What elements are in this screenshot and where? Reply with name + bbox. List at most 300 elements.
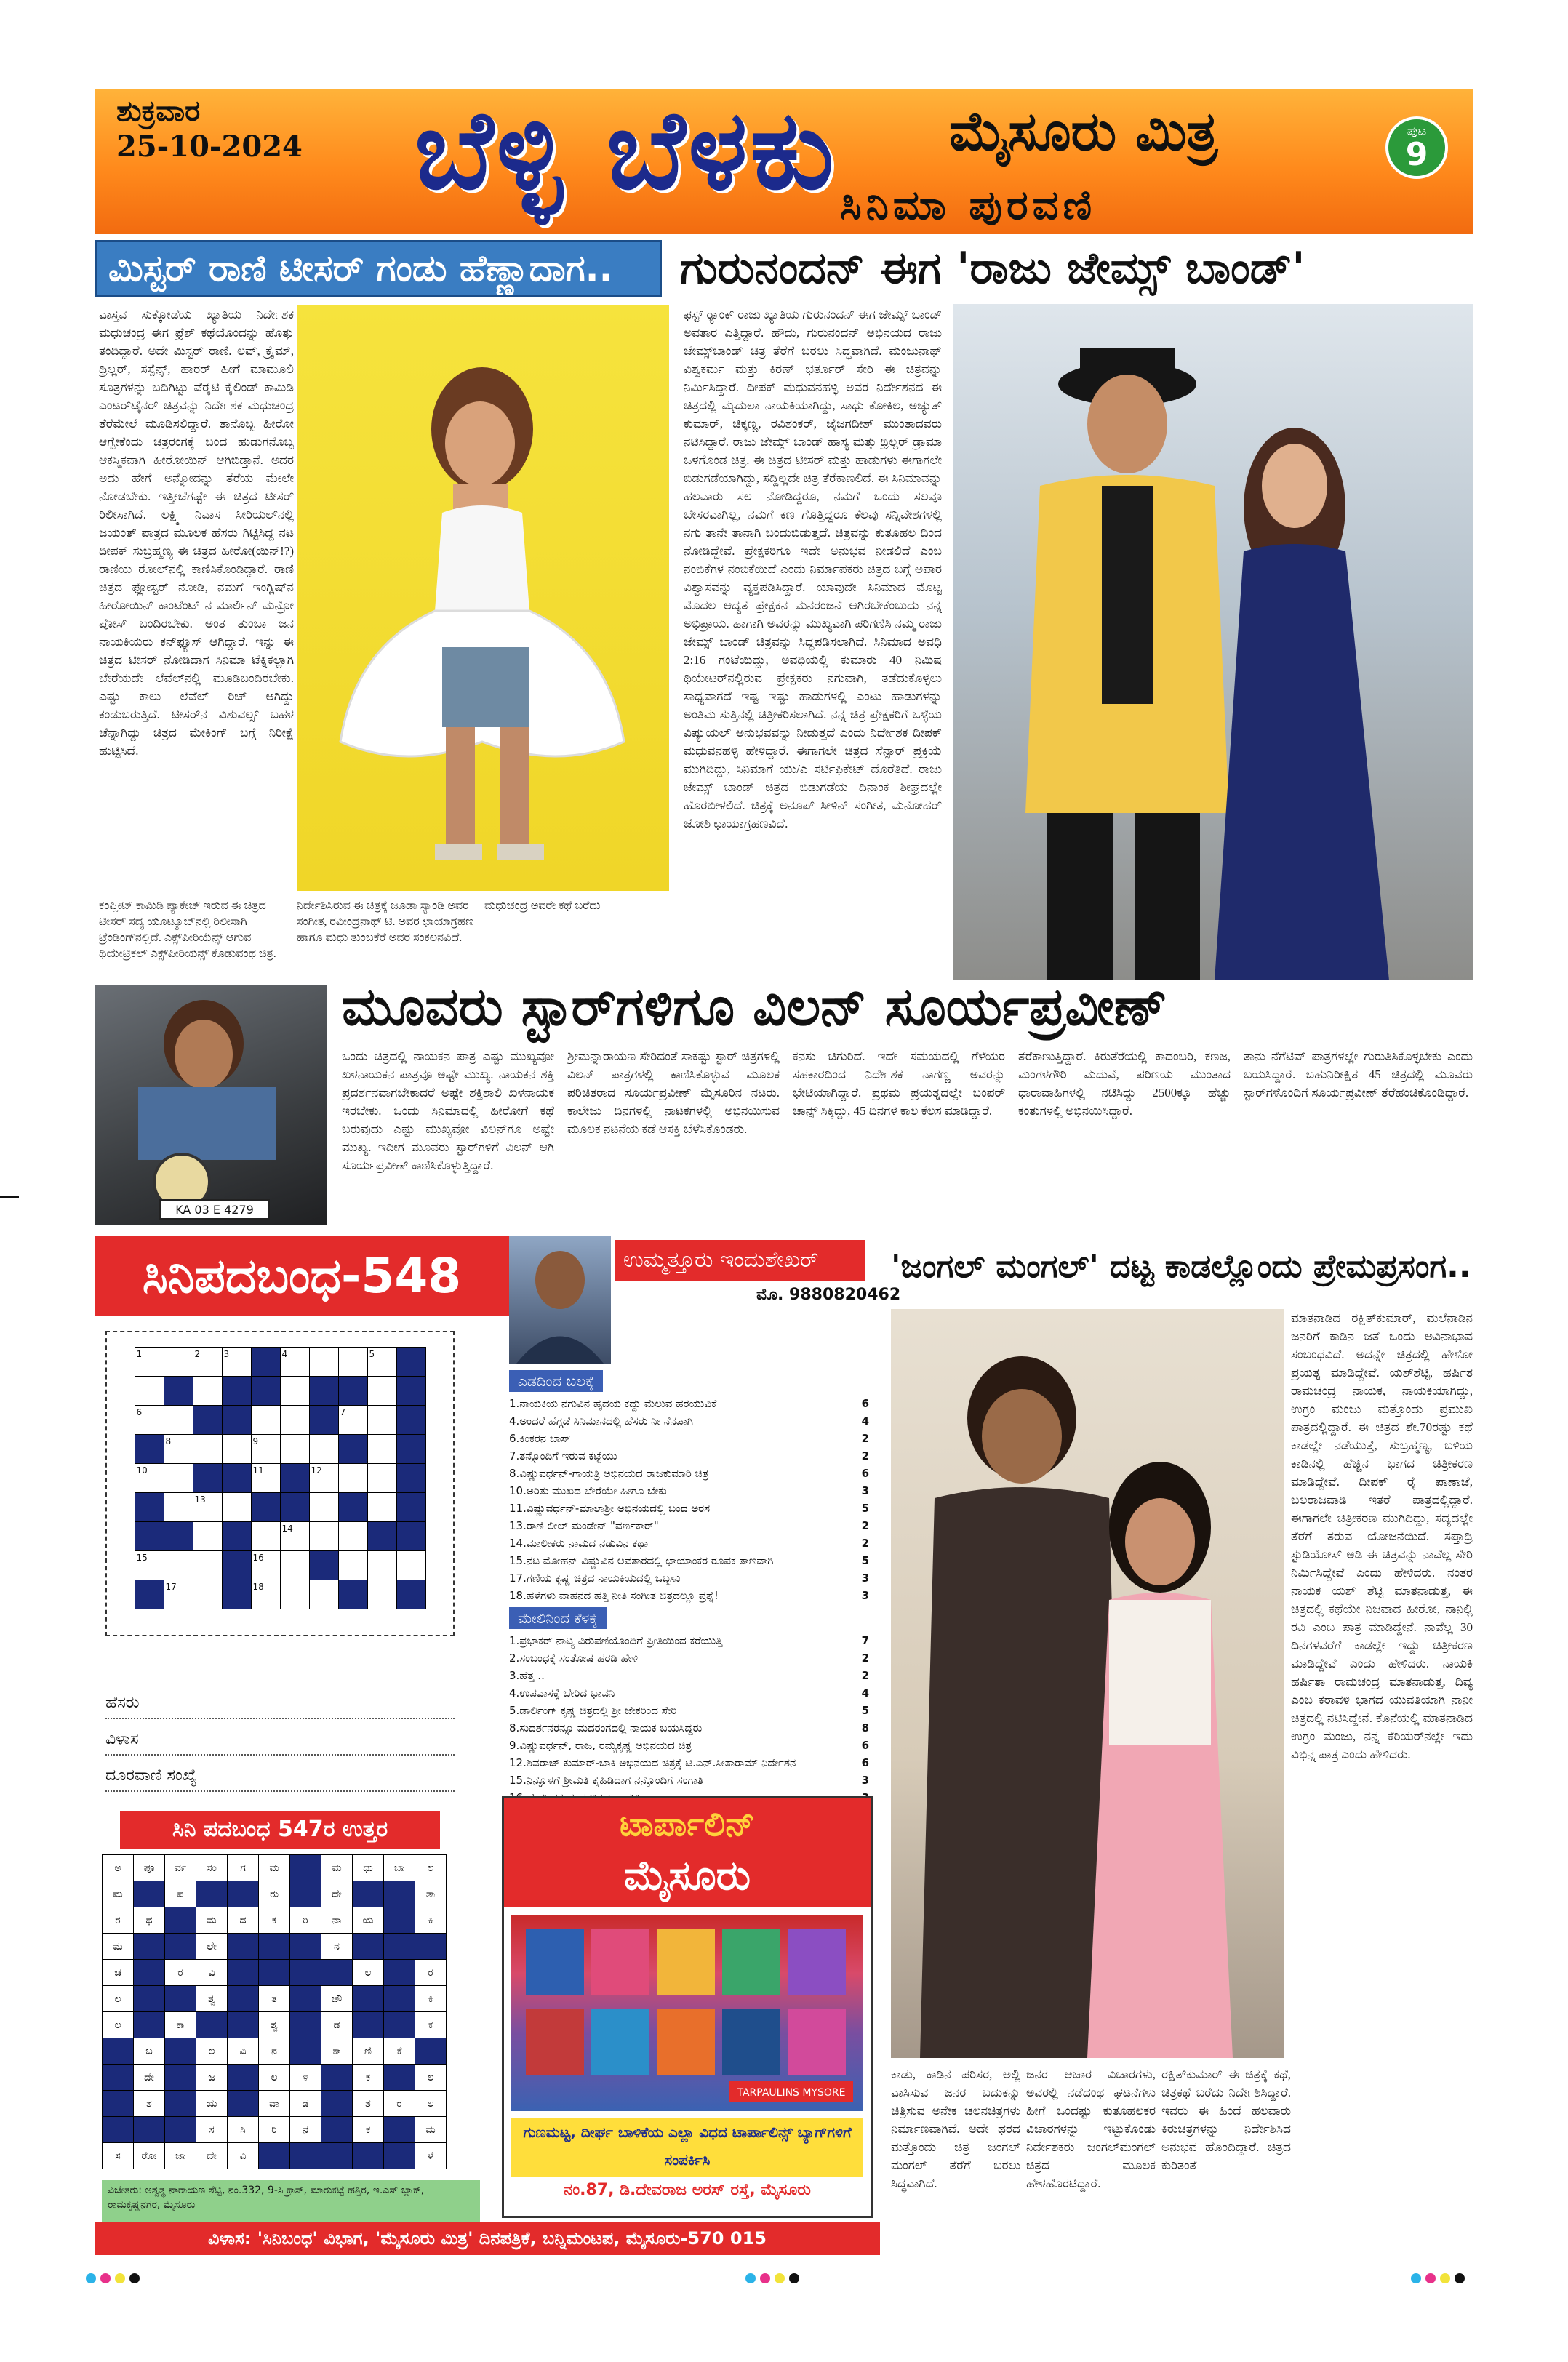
grid-cell[interactable] [309, 1522, 338, 1551]
magenta-dot [760, 2273, 770, 2283]
grid-cell[interactable] [367, 1406, 396, 1435]
grid-cell[interactable] [251, 1464, 280, 1493]
clue-number: 4 [281, 1349, 288, 1359]
masthead-date: 25-10-2024 [116, 129, 303, 164]
clue-text: 4.ಉಪವಾಸಕ್ಕೆ ಬೇರಿದ ಭಾವನಿ [509, 1686, 615, 1700]
grid-cell[interactable] [135, 1348, 164, 1377]
answer-block [353, 1934, 384, 1960]
answer-block [259, 1934, 290, 1960]
yellow-dot [1440, 2273, 1450, 2283]
clue-length: 6 [861, 1739, 869, 1752]
registration-dots-right [1411, 2273, 1469, 2286]
answer-block [228, 1960, 259, 1986]
grid-block [367, 1522, 396, 1551]
page-number: 9 [1405, 136, 1428, 173]
answer-cell: ರ [103, 1907, 134, 1934]
clue-item [509, 1684, 869, 1702]
clue-text: 7.ತನ್ನೊಂದಿಗೆ ಇರುವ ಕಟ್ಟೆಯು [509, 1449, 617, 1462]
answer-cell: ಮ [321, 1855, 353, 1881]
clue-length: 2 [861, 1432, 869, 1445]
grid-block [280, 1493, 309, 1522]
answer-cell: ಥ [134, 1907, 165, 1934]
story3-col5: ತಾನು ನೆಗೆಟಿವ್ ಪಾತ್ರಗಳಲ್ಲೇ ಗುರುತಿಸಿಕೊಳ್ಳಬೇಕು ಎಂದು ಬಯಸಿದ್ದಾರೆ. ಬಹುನಿರೀಕ್ಷಿತ 45 ಚಿತ್ರದಲ್ಲಿ ಮೂವರು ಸ್ಟಾರ್‌ಗಳೊಂದಿಗೆ ಸೂರ್ಯಪ್ರವೀಣ್ ತೆರೆಹಂಚಿಕೊಂಡಿದ್ದಾರೆ. [1244, 1049, 1473, 1100]
supplement-subtitle: ಸಿನಿಮಾ ಪುರವಣಿ [840, 182, 1097, 229]
grid-cell[interactable] [164, 1493, 193, 1522]
answer-cell: ಳೆ [415, 2143, 447, 2169]
cyan-dot [86, 2273, 96, 2283]
answer-block [228, 2065, 259, 2091]
answer-block [384, 1934, 415, 1960]
clue-length: 2 [861, 1519, 869, 1532]
grid-cell[interactable] [309, 1580, 338, 1609]
grid-block [396, 1464, 425, 1493]
story4-col2: ಜನರ ಆಚಾರ ವಿಚಾರಗಳು, ಅವರಲ್ಲಿ ನಡೆದಂಥ ಘಟನೆಗಳು ಹೀಗೆ ಒಂದಷ್ಟು ಕುತೂಹಲಕರ ವಿಚಾರಗಳನ್ನು ಇಟ್ಟುಕೊಂಡು ನಿರ್ದೇಶಕರು ಜಂಗಲ್‌ಮಂಗಲ್ ಚಿತ್ರದ ಮೂಲಕ ಹೇಳಹೊರಟಿದ್ದಾರೆ. [1026, 2067, 1156, 2190]
grid-block [251, 1377, 280, 1406]
answer-block [103, 2065, 134, 2091]
answer-cell: ಕೆ [384, 2038, 415, 2065]
answer-block [165, 1986, 196, 2012]
clue-item [509, 1587, 869, 1604]
answer-cell: ರ್ವ [165, 1855, 196, 1881]
grid-cell[interactable] [193, 1551, 222, 1580]
name-label: ಹೆಸರು [105, 1694, 140, 1712]
clue-item [509, 1552, 869, 1569]
answer-block [290, 2012, 321, 2038]
answer-block [353, 1986, 384, 2012]
answer-block [165, 1934, 196, 1960]
answer-cell: ಮ [415, 2117, 447, 2143]
clue-length: 6 [861, 1397, 869, 1410]
tarpaulin-advertisement [502, 1796, 873, 2218]
supplement-title: ಬೆಳ್ಳಿ ಬೆಳಕು [415, 86, 837, 214]
grid-cell[interactable] [367, 1435, 396, 1464]
answer-block [165, 2091, 196, 2117]
grid-cell[interactable] [367, 1464, 396, 1493]
clue-length: 5 [861, 1502, 869, 1515]
author-photo [509, 1236, 611, 1364]
clue-text: 10.ಅರಿತು ಮುಖದ ಬೇರೆಯೇ ಹೀಗೂ ಬೇಕು [509, 1484, 667, 1497]
answer-block [103, 2117, 134, 2143]
grid-cell[interactable] [396, 1551, 425, 1580]
answer-cell: ವಿ [228, 2143, 259, 2169]
grid-cell[interactable] [367, 1551, 396, 1580]
story4-col3: ರಕ್ಷಿತ್‌ಕುಮಾರ್ ಈ ಚಿತ್ರಕ್ಕೆ ಕಥೆ, ಚಿತ್ರಕಥೆ ಬರೆದು ನಿರ್ದೇಶಿಸಿದ್ದಾರೆ. ಇವರು ಈ ಹಿಂದೆ ಹಲವಾರು ಕಿರುಚಿತ್ರಗಳನ್ನು ನಿರ್ದೇಶಿಸಿದ ಅನುಭವ ಹೊಂದಿದ್ದಾರೆ. ಚಿತ್ರದ ಕುರಿತಂತೆ [1161, 2067, 1291, 2172]
grid-block [396, 1348, 425, 1377]
answer-block [196, 1881, 228, 1907]
grid-cell[interactable] [280, 1580, 309, 1609]
crossword-title: ಸಿನಿಪದಬಂಧ-548 [142, 1248, 462, 1304]
answer-block [384, 2065, 415, 2091]
clue-number: 1 [136, 1349, 143, 1359]
answer-cell: ಲ [103, 2012, 134, 2038]
grid-block [396, 1377, 425, 1406]
answer-cell: ಕಾ [165, 2012, 196, 2038]
clue-item [509, 1649, 869, 1667]
answer-cell: ಜಾ [165, 2143, 196, 2169]
grid-cell[interactable] [338, 1522, 367, 1551]
clue-number: 5 [369, 1349, 375, 1359]
grid-block [135, 1522, 164, 1551]
answer-grid [102, 1854, 447, 2169]
grid-cell[interactable] [193, 1377, 222, 1406]
answer-block [415, 2038, 447, 2065]
clue-length: 7 [861, 1634, 869, 1647]
clue-text: 1.ನಾಯಕಿಯ ನಗುವಿನ ಹೃದಯ ಕದ್ದು ಮೆಲುವ ಹರಯುವಿಕೆ [509, 1397, 717, 1410]
answer-cell: ರ [415, 1960, 447, 1986]
answer-block [384, 1986, 415, 2012]
answer-cell: ರು [259, 1881, 290, 1907]
grid-cell[interactable] [280, 1377, 309, 1406]
grid-block [251, 1348, 280, 1377]
grid-cell[interactable] [251, 1435, 280, 1464]
grid-cell[interactable] [338, 1464, 367, 1493]
grid-block [396, 1435, 425, 1464]
answer-cell: ರೋ [134, 2143, 165, 2169]
clue-text: 15.ನಿನ್ನೊಳಗೆ ಶ್ರೀಮತಿ ಕೈಹಿಡಿದಾಗ ನನ್ನೊಂದಿಗೆ ಸಂಗಾತಿ [509, 1774, 703, 1787]
answer-block [321, 1960, 353, 1986]
across-clues [509, 1395, 869, 1604]
grid-block [396, 1580, 425, 1609]
answer-cell: ಳಿ [290, 2065, 321, 2091]
answer-block [165, 1907, 196, 1934]
answer-cell: ಅ [103, 1855, 134, 1881]
page-number-badge [1385, 116, 1448, 179]
grid-cell[interactable] [309, 1348, 338, 1377]
grid-cell[interactable] [251, 1522, 280, 1551]
answer-block [134, 1934, 165, 1960]
ad-header [504, 1798, 871, 1907]
answer-cell: ಯ [353, 1907, 384, 1934]
answer-cell: ಮ [196, 1907, 228, 1934]
clue-item [509, 1412, 869, 1430]
ad-line2: ಮೈಸೂರು [623, 1852, 751, 1899]
bags-display [511, 1915, 863, 2111]
story2-headline: ಗುರುನಂದನ್ ಈಗ 'ರಾಜು ಜೇಮ್ಸ್ ಬಾಂಡ್' [680, 243, 1305, 294]
clue-text: 1.ಪ್ರಭಾಕರ್ ನಾಟ್ಯ ವಿರುಪಣಿಯೊಂದಿಗೆ ಪ್ರೀತಿಯಿಂದ ಕರೆಯುತ್ತಿ [509, 1634, 723, 1647]
story4-side-column: ಮಾತನಾಡಿದ ರಕ್ಷಿತ್‌ಕುಮಾರ್, ಮಲೆನಾಡಿನ ಜನರಿಗೆ ಕಾಡಿನ ಜತೆ ಒಂದು ಅವಿನಾಭಾವ ಸಂಬಂಧವಿದೆ. ಅದನ್ನೇ ಚಿತ್ರದಲ್ಲಿ ಹೇಳೋ ಪ್ರಯತ್ನ ಮಾಡಿದ್ದೇವೆ. ಯಶ್‌ಶೆಟ್ಟಿ, ಹರ್ಷಿತ ರಾಮಚಂದ್ರ ನಾಯಕ, ನಾಯಕಿಯಾಗಿದ್ದು, ಉಗ್ರಂ ಮಂಜು ಮತ್ತೊಂದು ಪ್ರಮುಖ ಪಾತ್ರದಲ್ಲಿದ್ದಾರೆ. ಈ ಚಿತ್ರದ ಶೇ.70ರಷ್ಟು ಕಥೆ ಕಾಡಲ್ಲೇ ನಡೆಯುತ್ತೆ, ಸುಬ್ರಹ್ಮಣ್ಯ, ಬಳಿಯ ಕಾಡಿನಲ್ಲಿ ಹೆಚ್ಚಿನ ಭಾಗದ ಚಿತ್ರೀಕರಣ ಮಾಡಿದ್ದೇವೆ. ದೀಪಕ್ ರೈ ಪಾಣಾಜೆ, ಬಲರಾಜವಾಡಿ ಇತರೆ ಪಾತ್ರದಲ್ಲಿದ್ದಾರೆ. ಈಗಾಗಲೇ ಚಿತ್ರೀಕರಣ ಮುಗಿದಿದ್ದು, ಸದ್ಯದಲ್ಲೇ ತೆರೆಗೆ ತರುವ ಯೋಜನೆಯಿದೆ. ಸಪ್ತಾದ್ರಿ ಸ್ಟುಡಿಯೋಸ್ ಅಡಿ ಈ ಚಿತ್ರವನ್ನು ನಾವೆಲ್ಲ ಸೇರಿ ನಿರ್ಮಿಸಿದ್ದೇವೆ ಎಂದು ಹೇಳಿದರು. ನಂತರ ನಾಯಕ ಯಶ್ ಶೆಟ್ಟಿ ಮಾತನಾಡುತ್ತ, ಈ ಚಿತ್ರದಲ್ಲಿ ಕಥೆಯೇ ನಿಜವಾದ ಹೀರೋ, ನಾನಿಲ್ಲಿ ರವಿ ಎಂಬ ಪಾತ್ರ ಮಾಡಿದ್ದೇನೆ. ನಾವೆಲ್ಲ 30 ದಿನಗಳವರೆಗೆ ಕಾಡಲ್ಲೇ ಇದ್ದು ಚಿತ್ರೀಕರಣ ಮಾಡಿದ್ದೇವೆ ಎಂದು ಹೇಳಿದರು. ನಾಯಕಿ ಹರ್ಷಿತಾ ರಾಮಚಂದ್ರ ಮಾತನಾಡುತ್ತ, ದಿವ್ಯ ಎಂಬ ಕರಾವಳಿ ಭಾಗದ ಯುವತಿಯಾಗಿ ನಾನೀ ಚಿತ್ರದಲ್ಲಿ ನಟಿಸಿದ್ದೇನೆ. ಕೊನೆಯಲ್ಲಿ ಮಾತನಾಡಿದ ಉಗ್ರಂ ಮಂಜು, ನನ್ನ ಕೆರಿಯರ್‌ನಲ್ಲೇ ಇದು ವಿಭಿನ್ನ ಪಾತ್ರ ಎಂದು ಹೇಳಿದರು. [1291, 1311, 1473, 1761]
clue-item [509, 1534, 869, 1552]
footer-address: ವಿಳಾಸ: 'ಸಿನಿಬಂಧ' ವಿಭಾಗ, 'ಮೈಸೂರು ಮಿತ್ರ' ದಿನಪತ್ರಿಕೆ, ಬನ್ನಿಮಂಟಪ, ಮೈಸೂರು-570 015 [208, 2228, 767, 2249]
winner-note: ವಿಜೇತರು: ಅಶ್ವತ್ಥ ನಾರಾಯಣ ಶೆಟ್ಟಿ, ನಂ.332, 9-ಸಿ ಕ್ರಾಸ್, ಮಾರುಕಟ್ಟೆ ಹತ್ತಿರ, ಇ.ಎಸ್ ಬ್ಲಾಕ್, ರಾಮಕೃಷ್ಣನಗರ, ಮೈಸೂರು [102, 2180, 480, 2225]
grid-cell[interactable] [251, 1406, 280, 1435]
clue-number: 14 [281, 1524, 293, 1534]
answer-block [134, 1986, 165, 2012]
grid-block [222, 1464, 251, 1493]
grid-cell[interactable] [367, 1348, 396, 1377]
grid-block [193, 1406, 222, 1435]
grid-cell[interactable] [367, 1377, 396, 1406]
magenta-dot [1425, 2273, 1436, 2283]
answer-block [228, 1881, 259, 1907]
yellow-dot [115, 2273, 125, 2283]
author-name-bar [615, 1240, 865, 1281]
story2-headline-box [680, 240, 1476, 298]
grid-block [135, 1493, 164, 1522]
story3-col1: ಒಂದು ಚಿತ್ರದಲ್ಲಿ ನಾಯಕನ ಪಾತ್ರ ಎಷ್ಟು ಮುಖ್ಯವೋ ಖಳನಾಯಕನ ಪಾತ್ರವೂ ಅಷ್ಟೇ ಮುಖ್ಯ. ನಾಯಕನ ಶಕ್ತಿ ಪ್ರದರ್ಶನವಾಗಬೇಕಾದರೆ ಅಷ್ಟೇ ಶಕ್ತಿಶಾಲಿ ಖಳನಾಯಕ ಇರಬೇಕು. ಒಂದು ಸಿನಿಮಾದಲ್ಲಿ ಹೀರೋಗೆ ಕಥೆ ಬರುವುದು ಎಷ್ಟು ಮುಖ್ಯವೋ ವಿಲನ್‌ಗೂ ಅಷ್ಟೇ ಮುಖ್ಯ. ಇದೀಗ ಮೂವರು ಸ್ಟಾರ್‌ಗಳಿಗೆ ವಿಲನ್ ಆಗಿ ಸೂರ್ಯಪ್ರವೀಣ್ ಕಾಣಿಸಿಕೊಳ್ಳುತ್ತಿದ್ದಾರೆ. [342, 1049, 554, 1172]
surya-praveen-photo [95, 985, 327, 1225]
clue-length: 6 [861, 1756, 869, 1769]
grid-cell[interactable] [164, 1406, 193, 1435]
jungle-mangal-couple [891, 1309, 1284, 2058]
clue-item [509, 1772, 869, 1789]
clue-length: 2 [861, 1669, 869, 1682]
answer-cell: ಕ [353, 2117, 384, 2143]
grid-cell[interactable] [280, 1435, 309, 1464]
grid-block [164, 1522, 193, 1551]
grid-cell[interactable] [338, 1551, 367, 1580]
registration-dots-center [745, 2273, 804, 2286]
answer-cell: ಡ [290, 2091, 321, 2117]
answer-cell: ನಾ [321, 1907, 353, 1934]
registration-dots-left [86, 2273, 144, 2286]
clue-text: 8.ವಿಷ್ಣುವರ್ಧನ್-ಗಾಯತ್ರಿ ಅಭಿನಯದ ರಾಜಕುಮಾರಿ ಚಿತ್ರ [509, 1467, 709, 1480]
yellow-dot [775, 2273, 785, 2283]
grid-cell[interactable] [251, 1551, 280, 1580]
answer-block [134, 2012, 165, 2038]
answer-block [165, 2038, 196, 2065]
cyan-dot [1411, 2273, 1421, 2283]
answer-block [290, 1986, 321, 2012]
answer-cell: ನ [321, 1934, 353, 1960]
clue-item [509, 1632, 869, 1649]
story3-headline-box [342, 974, 1476, 1038]
clue-number: 3 [223, 1349, 230, 1359]
crossword-title-bar [95, 1236, 509, 1316]
grid-cell[interactable] [309, 1493, 338, 1522]
ad-tagline-box [511, 2118, 863, 2177]
grid-block [135, 1580, 164, 1609]
answer-cell: ಕಿ [415, 1907, 447, 1934]
clue-number: 7 [340, 1407, 346, 1417]
answer-cell: ಯ [196, 2091, 228, 2117]
answer-cell: ಪ [165, 1881, 196, 1907]
grid-block [396, 1406, 425, 1435]
clue-number: 12 [311, 1465, 322, 1476]
grid-cell[interactable] [164, 1580, 193, 1609]
grid-cell[interactable] [135, 1464, 164, 1493]
story2-body: ಫಸ್ಟ್ ರ್‍ಯಾಂಕ್ ರಾಜು ಖ್ಯಾತಿಯ ಗುರುನಂದನ್ ಈಗ ಜೇಮ್ಸ್ ಬಾಂಡ್ ಅವತಾರ ಎತ್ತಿದ್ದಾರೆ. ಹೌದು, ಗುರುನಂದನ್ ಅಭಿನಯದ ರಾಜು ಜೇಮ್ಸ್‌ಬಾಂಡ್ ಚಿತ್ರ ತೆರೆಗೆ ಬರಲು ಸಿದ್ಧವಾಗಿದೆ. ಮಂಜುನಾಥ್ ವಿಶ್ವಕರ್ಮ ಮತ್ತು ಕಿರಣ್ ಭರ್ತೂರ್ ಸೇರಿ ಈ ಚಿತ್ರವನ್ನು ನಿರ್ಮಿಸಿದ್ದಾರೆ. ದೀಪಕ್ ಮಧುವನಹಳ್ಳಿ ಅವರ ನಿರ್ದೇಶನದ ಈ ಚಿತ್ರದಲ್ಲಿ ಮೃದುಲಾ ನಾಯಕಿಯಾಗಿದ್ದು, ಸಾಧು ಕೋಕಿಲ, ಅಚ್ಯುತ್ ಕುಮಾರ್, ಚಿಕ್ಕಣ್ಣ, ರವಿಶಂಕರ್, ಜೈಜಗದೀಶ್ ಮುಂತಾದವರು ನಟಿಸಿದ್ದಾರೆ. ರಾಜು ಜೇಮ್ಸ್ ಬಾಂಡ್ ಹಾಸ್ಯ ಮತ್ತು ಥ್ರಿಲ್ಲರ್ ಡ್ರಾಮಾ ಒಳಗೊಂಡ ಚಿತ್ರ. ಈ ಚಿತ್ರದ ಟೀಸರ್ ಮತ್ತು ಹಾಡುಗಳು ಈಗಾಗಲೇ ಬಿಡುಗಡೆಯಾಗಿದ್ದು, ಸದ್ದಿಲ್ಲದೇ ಚಿತ್ರ ತೆರೆಕಾಣಲಿದೆ. ಈ ಸಿನಿಮಾವನ್ನು ಹಲವಾರು ಸಲ ನೋಡಿದ್ದರೂ, ನಮಗೆ ಒಂದು ಸಲವೂ ಬೇಸರವಾಗಿಲ್ಲ, ನಮಗೆ ಕಣ ಗೊತ್ತಿದ್ದರೂ ಕೆಲವು ಸನ್ನಿವೇಶಗಳಲ್ಲಿ ನಗು ತಾನೇ ತಾನಾಗಿ ಬಂದುಬಿಡುತ್ತದೆ. ಚಿತ್ರವನ್ನು ಕುತೂಹಲ ದಿಂದ ನೋಡಿದ್ದೇವೆ. ಪ್ರೇಕ್ಷಕರಿಗೂ ಇದೇ ಅನುಭವ ನೀಡಲಿದೆ ಎಂಬ ನಂಬಿಕೆಗಳ ನಂಬಿಕೆಯಿದೆ ಎಂದು ನಿರ್ಮಾಪಕರು ಚಿತ್ರದ ಬಗ್ಗೆ ಅಪಾರ ವಿಶ್ವಾಸವನ್ನು ವ್ಯಕ್ತಪಡಿಸಿದ್ದಾರೆ. ಯಾವುದೇ ಸಿನಿಮಾದ ಮೊಟ್ಟ ಮೊದಲ ಆದ್ಯತೆ ಪ್ರೇಕ್ಷಕನ ಮನರಂಜನೆ ಆಗಿರಬೇಕೆಂಬುದು ನನ್ನ ಅಭಿಪ್ರಾಯ. ಹಾಗಾಗಿ ಅವರನ್ನು ಮುಖ್ಯವಾಗಿ ಪರಿಗಣಿಸಿ ನಮ್ಮ ರಾಜು ಜೇಮ್ಸ್ ಬಾಂಡ್ ಚಿತ್ರವನ್ನು ಸಿದ್ಧಪಡಿಸಲಾಗಿದೆ. ಸಿನಿಮಾದ ಅವಧಿ 2:16 ಗಂಟೆಯಿದ್ದು, ಅವಧಿಯಲ್ಲಿ ಕುಮಾರು 40 ನಿಮಿಷ ಥಿಯೇಟರ್‌ನಲ್ಲಿರುವ ಪ್ರೇಕ್ಷಕರು ನಗುವಾಗಿ, ತಡೆದುಕೊಳ್ಳಲು ಸಾಧ್ಯವಾಗದೆ ಇಷ್ಟ ಇಷ್ಟು ಹಾಡುಗಳಲ್ಲಿ ಎಂಟು ಹಾಡುಗಳನ್ನು ಅಂತಿಮ ಸುತ್ತಿನಲ್ಲಿ ಚಿತ್ರೀಕರಿಸಲಾಗಿದೆ. ನನ್ನ ಚಿತ್ರ ಪ್ರೇಕ್ಷಕರಿಗೆ ಒಳ್ಳೆಯ ವಿಷ್ಯುಯಲ್ ಅನುಭವವನ್ನು ನೀಡುತ್ತದೆ ಎಂದು ನಿರ್ದೇಶಕ ದೀಪಕ್ ಮಧುವನಹಳ್ಳಿ ಹೇಳಿದ್ದಾರೆ. ಈಗಾಗಲೇ ಚಿತ್ರದ ಸೆನ್ಸಾರ್ ಪ್ರಕ್ರಿಯೆ ಮುಗಿದಿದ್ದು, ಸಿನಿಮಾಗೆ ಯು/ಎ ಸರ್ಟಿಫಿಕೇಟ್ ದೊರೆತಿದೆ. ರಾಜು ಜೇಮ್ಸ್ ಬಾಂಡ್ ಚಿತ್ರದ ಬಿಡುಗಡೆಯ ದಿನಾಂಕ ಶೀಘ್ರದಲ್ಲೇ ಹೊರಬೀಳಲಿದೆ. ಚಿತ್ರಕ್ಕೆ ಅನೂಪ್ ಸೀಳಿನ್ ಸಂಗೀತ, ಮನೋಹರ್ ಜೋಶಿ ಛಾಯಾಗ್ರಹಣವಿದೆ. [684, 308, 942, 830]
grid-block [222, 1406, 251, 1435]
clue-item [509, 1702, 869, 1719]
clue-length: 2 [861, 1652, 869, 1665]
answer-cell: ಬಾ [384, 1855, 415, 1881]
answer-cell: ಲೇ [196, 1934, 228, 1960]
clue-item [509, 1719, 869, 1737]
crop-mark [0, 1196, 19, 1198]
grid-block [135, 1435, 164, 1464]
clue-item [509, 1737, 869, 1754]
grid-cell[interactable] [367, 1493, 396, 1522]
answer-cell: ಬ [134, 2038, 165, 2065]
clue-number: 9 [252, 1436, 259, 1446]
answer-cell: ಲ [415, 2065, 447, 2091]
grid-cell[interactable] [193, 1522, 222, 1551]
story3-photo [95, 985, 327, 1225]
answer-block [259, 2143, 290, 2169]
grid-cell[interactable] [193, 1493, 222, 1522]
clue-item [509, 1500, 869, 1517]
grid-cell[interactable] [164, 1435, 193, 1464]
ad-address: ನಂ.87, ಡಿ.ದೇವರಾಜ ಅರಸ್ ರಸ್ತೆ, ಮೈಸೂರು [564, 2181, 811, 2199]
clue-text: 3.ಹೆತ್ತ .. [509, 1669, 545, 1682]
answer-block [415, 1934, 447, 1960]
grid-cell[interactable] [251, 1580, 280, 1609]
grid-cell[interactable] [164, 1551, 193, 1580]
address-field[interactable] [105, 1724, 455, 1756]
newspaper-brand: ಮೈಸೂರು ಮಿತ್ರ [949, 100, 1218, 163]
answer-cell: ಲ [103, 1986, 134, 2012]
answer-cell: ಪೂ [134, 1855, 165, 1881]
clue-text: 6.ಕಿಂಕರನ ಬಾಸ್ [509, 1432, 571, 1445]
grid-cell[interactable] [164, 1348, 193, 1377]
clue-length: 2 [861, 1537, 869, 1550]
clue-text: 13.ರಾಣಿ ಲೀಲ್ ಮಂಡೇನ್ "ವರ್ಣಕಾರ್" [509, 1519, 659, 1532]
grid-block [338, 1435, 367, 1464]
answer-block [228, 2012, 259, 2038]
grid-cell[interactable] [135, 1377, 164, 1406]
grid-cell[interactable] [280, 1406, 309, 1435]
black-dot [1455, 2273, 1465, 2283]
grid-cell[interactable] [135, 1406, 164, 1435]
raju-james-bond-still [953, 304, 1473, 980]
story2-photo [953, 304, 1473, 980]
grid-cell[interactable] [367, 1580, 396, 1609]
grid-cell[interactable] [280, 1551, 309, 1580]
cyan-dot [745, 2273, 756, 2283]
answer-cell: ವಿ [196, 1960, 228, 1986]
clue-text: 11.ವಿಷ್ಣುವರ್ಧನ್-ಮಾಲಾಶ್ರೀ ಅಭಿನಯದಲ್ಲಿ ಬಂದ ಅರಸ [509, 1502, 711, 1515]
grid-cell[interactable] [135, 1551, 164, 1580]
grid-cell[interactable] [309, 1464, 338, 1493]
grid-cell[interactable] [164, 1464, 193, 1493]
answer-block [384, 1907, 415, 1934]
answer-block [103, 2038, 134, 2065]
address-label: ವಿಳಾಸ [105, 1730, 139, 1748]
answer-cell: ರ [165, 1960, 196, 1986]
shop-sign: TARPAULINS MYSORE [737, 2087, 846, 2099]
answer-cell: ದೇ [134, 2065, 165, 2091]
grid-block [338, 1493, 367, 1522]
clue-length: 3 [861, 1572, 869, 1585]
clue-item [509, 1482, 869, 1500]
ad-line1: ಟಾರ್ಪಾಲಿನ್ [620, 1804, 755, 1843]
answer-block [353, 1881, 384, 1907]
clue-text: 18.ಹಳೆಗಳು ವಾಹನದ ಹತ್ತಿ ನೀತಿ ಸಂಗೀತ ಚಿತ್ರದಲ್ಲೂ ಪ್ರಶ್ನೆ! [509, 1589, 719, 1602]
answer-cell: ದ [228, 1907, 259, 1934]
answer-cell: ಲ [196, 2038, 228, 2065]
answer-cell: ಲ [415, 2091, 447, 2117]
answer-cell: ರ [384, 2091, 415, 2117]
answer-cell: ತ [259, 1986, 290, 2012]
grid-block [222, 1580, 251, 1609]
clue-number: 17 [165, 1582, 177, 1592]
clue-length: 8 [861, 1721, 869, 1734]
answer-block [384, 1960, 415, 1986]
crossword-grid [135, 1347, 426, 1609]
clue-number: 10 [136, 1465, 148, 1476]
grid-block [193, 1464, 222, 1493]
answer-block [228, 1934, 259, 1960]
mr-rani-illustration [297, 305, 669, 891]
grid-cell[interactable] [193, 1348, 222, 1377]
grid-cell[interactable] [280, 1522, 309, 1551]
answer-block [290, 1855, 321, 1881]
ad-shop-photo [511, 1915, 863, 2111]
answer-cell: ಸ [103, 2143, 134, 2169]
answer-block [134, 1960, 165, 1986]
story1-body: ವಾಸ್ತವ ಸುಕ್ಕೋಡೆಯ ಖ್ಯಾತಿಯ ನಿರ್ದೇಶಕ ಮಧುಚಂದ್ರ ಈಗ ಫ್ರೆಶ್ ಕಥೆಯೊಂದನ್ನು ಹೊತ್ತು ತಂದಿದ್ದಾರೆ. ಅದೇ ಮಿಸ್ಟರ್ ರಾಣಿ. ಲವ್, ಕ್ರೈಮ್, ಥ್ರಿಲ್ಲರ್, ಸಸ್ಪೆನ್ಸ್, ಹಾರರ್ ಹೀಗೆ ಮಾಮೂಲಿ ಸೂತ್ರಗಳನ್ನು ಬದಿಗಿಟ್ಟು ವೆರೈಟಿ ಕೈಲಿಂಡ್ ಕಾಮಿಡಿ ಎಂಟರ್‌ಟೈನರ್ ಚಿತ್ರವನ್ನು ನಿರ್ದೇಶಕ ಮಧುಚಂದ್ರ ತೆರೆಮೇಲೆ ಮೂಡಿಸಲಿದ್ದಾರೆ. ತಾನೊಬ್ಬ ಹೀರೋ ಆಗ್ಬೇಕೆಂದು ಚಿತ್ರರಂಗಕ್ಕೆ ಬಂದ ಹುಡುಗನೊಬ್ಬ ಆಕಸ್ಮಿಕವಾಗಿ ಹೀರೋಯಿನ್ ಆಗಿಬಿಡ್ತಾನೆ. ಅದರ ಅದು ಹೇಗೆ ಅನ್ನೋದನ್ನು ತೆರೆಯ ಮೇಲೇ ನೋಡಬೇಕು. ಇತ್ತೀಚೆಗಷ್ಟೇ ಈ ಚಿತ್ರದ ಟೀಸರ್ ರಿಲೀಸಾಗಿದೆ. ಲಕ್ಷ್ಮಿ ನಿವಾಸ ಸೀರಿಯಲ್‌ನಲ್ಲಿ ಜಯಂತ್ ಪಾತ್ರದ ಮೂಲಕ ಹೆಸರು ಗಿಟ್ಟಿಸಿದ್ದ ನಟ ದೀಪಕ್ ಸುಬ್ರಹ್ಮಣ್ಯ ಈ ಚಿತ್ರದ ಹೀರೋ(ಯಿನ್!?) ರಾಣಿಯ ರೋಲ್‌ನಲ್ಲಿ ಕಾಣಿಸಿಕೊಂಡಿದ್ದಾರೆ. ರಾಣಿ ಚಿತ್ರದ ಫ್ಲೋಸ್ಟರ್ ನೋಡಿ, ನಮಗೆ ಇಂಗ್ಲಿಷ್‌ನ ಹೀರೋಯಿನ್ ಕಾಂಟೆಂಟ್ ನ ಮಾರ್ಲಿನ್ ಮನ್ರೋ ಪೋಸ್ ಬಂದಿರಬೇಕು. ಅಂತ ತುಂಬಾ ಜನ ನಾಯಕಿಯರು ಕನ್‌ಫ್ಯೂಸ್ ಆಗಿದ್ದಾರೆ. ಇನ್ನು ಈ ಚಿತ್ರದ ಟೀಸರ್ ನೋಡಿದಾಗ ಸಿನಿಮಾ ಟೆಕ್ನಿಕಲ್ಲಾಗಿ ಬೇರೆಯದೇ ಲೆವೆಲ್‌ನಲ್ಲಿ ಮೂಡಿಬಂದಿರಬೇಕು. ಎಷ್ಟು ಕಾಲು ಲೆವೆಲ್ ರಿಚ್ ಆಗಿದ್ದು ಕಂಡುಬರುತ್ತಿದೆ. ಟೀಸರ್‌ನ ವಿಶುವಲ್ಸ್ ಬಹಳ ಚೆನ್ನಾಗಿದ್ದು ಚಿತ್ರದ ಮೇಕಿಂಗ್ ಬಗ್ಗೆ ನಿರೀಕ್ಷೆ ಹುಟ್ಟಿಸಿದೆ. [99, 308, 294, 758]
clue-text: 8.ಸುದರ್ಶನರನ್ನೂ ಮದರಂಗದಲ್ಲಿ ನಾಯಕ ಬಯಸಿದ್ದರು [509, 1721, 703, 1734]
entry-form [105, 1687, 455, 1818]
grid-block [309, 1406, 338, 1435]
grid-cell[interactable] [222, 1435, 251, 1464]
clue-item [509, 1667, 869, 1684]
answer-cell: ದೇ [321, 1881, 353, 1907]
clue-text: 4.ಅಂದರೆ ಹೆಗ್ಗಡೆ ಸಿನಿಮಾನದಲ್ಲಿ ಹೆಸರು ನೀ ನೆನಪಾಗಿ [509, 1414, 693, 1428]
footer-address-bar [95, 2222, 880, 2255]
answer-cell: ಲ [353, 1960, 384, 1986]
answer-block [228, 1986, 259, 2012]
answer-cell: ಕ [353, 2065, 384, 2091]
answer-cell: ಜ [196, 2065, 228, 2091]
answer-cell: ಗ [228, 1855, 259, 1881]
clue-text: 2.ಸಂಬಂಧಕ್ಕೆ ಸಂತೋಷ ಹರಡಿ ಹೇಳಿ [509, 1652, 639, 1665]
grid-cell[interactable] [193, 1435, 222, 1464]
grid-cell[interactable] [309, 1435, 338, 1464]
grid-cell[interactable] [338, 1348, 367, 1377]
clue-length: 5 [861, 1704, 869, 1717]
author-portrait [509, 1236, 611, 1364]
answer-cell: ನ [290, 2117, 321, 2143]
answer-block [384, 2143, 415, 2169]
grid-cell[interactable] [193, 1580, 222, 1609]
answer-cell: ಚ [103, 1960, 134, 1986]
answer-block [384, 2117, 415, 2143]
black-dot [789, 2273, 799, 2283]
clue-number: 16 [252, 1553, 264, 1563]
clue-item [509, 1395, 869, 1412]
grid-block [396, 1522, 425, 1551]
clue-number: 18 [252, 1582, 264, 1592]
clue-text: 9.ವಿಷ್ಣುವರ್ಧನ್, ರಾಜ, ರಮ್ಯಕೃಷ್ಣ ಅಭಿನಯದ ಚಿತ್ರ [509, 1739, 692, 1752]
answer-cell: ಶ್ವ [259, 2012, 290, 2038]
answer-block [290, 1960, 321, 1986]
author-phone: ಮೊ. 9880820462 [756, 1286, 901, 1304]
clue-length: 4 [861, 1686, 869, 1700]
grid-cell[interactable] [280, 1348, 309, 1377]
clue-number: 13 [194, 1494, 206, 1505]
answer-cell: ನ [259, 2038, 290, 2065]
answer-cell: ಕಾ [321, 2038, 353, 2065]
grid-block [251, 1493, 280, 1522]
clue-number: 15 [136, 1553, 148, 1563]
phone-field[interactable] [105, 1760, 455, 1792]
clue-length: 2 [861, 1449, 869, 1462]
grid-cell[interactable] [338, 1406, 367, 1435]
answer-title: ಸಿನಿ ಪದಬಂಧ 547ರ ಉತ್ತರ [172, 1817, 388, 1842]
story1-caption1: ಕಂಪ್ಲೀಟ್ ಕಾಮಿಡಿ ಪ್ಯಾಕೇಜ್ ಇರುವ ಈ ಚಿತ್ರದ ಟೀಸರ್ ಸದ್ಯ ಯೂಟ್ಯೂಬ್‌ನಲ್ಲಿ ರಿಲೀಸಾಗಿ ಟ್ರೆಂಡಿಂಗ್‌ನಲ್ಲಿದೆ. ಎಕ್ಸ್‌ಪೀರಿಯೆನ್ಸ್ ಆಗುವ ಥಿಯೇಟ್ರಿಕಲ್ ಎಕ್ಸ್‌ಪೀರಿಯನ್ಸ್ ಕೊಡುವಂಥ ಚಿತ್ರ. [99, 900, 276, 960]
grid-cell[interactable] [222, 1348, 251, 1377]
grid-cell[interactable] [222, 1493, 251, 1522]
answer-cell: ಶ [353, 2091, 384, 2117]
across-title: ಎಡದಿಂದ ಬಲಕ್ಕೆ [509, 1370, 603, 1392]
answer-cell: ಮ [103, 1934, 134, 1960]
grid-block [338, 1580, 367, 1609]
clue-item [509, 1517, 869, 1534]
clue-item [509, 1430, 869, 1447]
answer-block [384, 1881, 415, 1907]
name-field[interactable] [105, 1687, 455, 1719]
